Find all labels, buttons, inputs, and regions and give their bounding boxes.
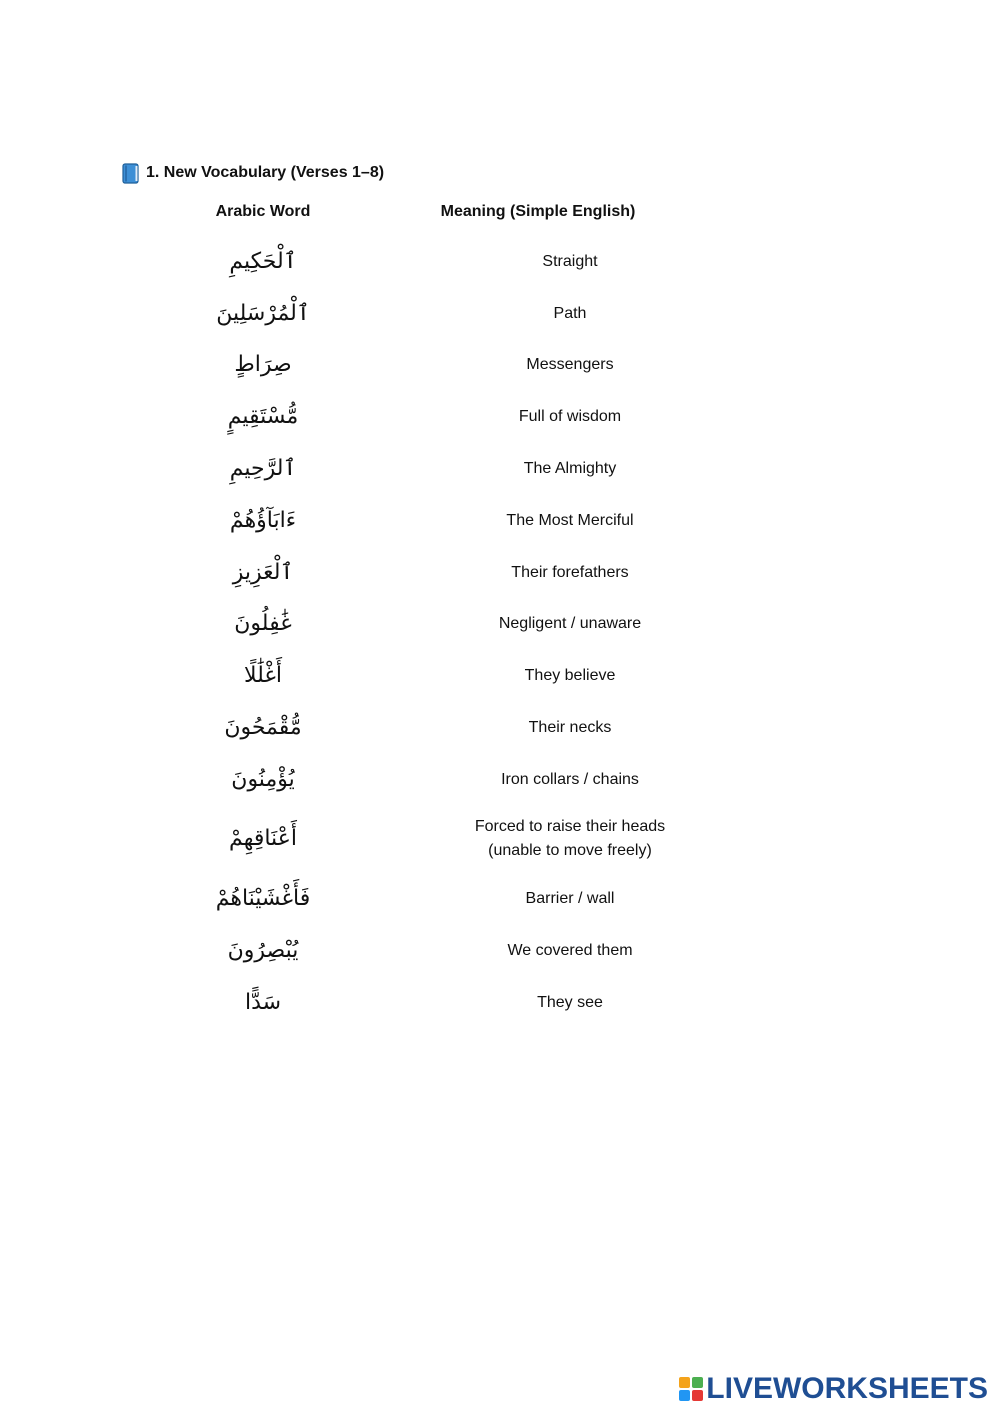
- arabic-word: ءَابَآؤُهُمْ: [229, 508, 297, 533]
- vocab-row: [150, 875, 710, 923]
- vocab-row: [150, 445, 710, 493]
- meaning-text: [440, 811, 700, 867]
- section-heading: [122, 161, 384, 185]
- arabic-word: ٱلرَّحِيمِ: [229, 456, 297, 481]
- vocab-row: [150, 549, 710, 597]
- vocab-row: [150, 979, 710, 1027]
- meaning-text: Barrier / wall: [525, 890, 615, 907]
- vocab-row: [150, 497, 710, 545]
- liveworksheets-mark-icon: [679, 1377, 703, 1401]
- arabic-word: ٱلْحَكِيمِ: [229, 249, 297, 274]
- arabic-word: غَٰفِلُونَ: [234, 611, 292, 636]
- vocab-row: [150, 600, 710, 648]
- meaning-line: Forced to raise their heads: [474, 818, 666, 835]
- arabic-word: يُؤْمِنُونَ: [231, 767, 295, 792]
- meaning-text: Iron collars / chains: [501, 771, 639, 788]
- meaning-text: Straight: [542, 253, 598, 270]
- meaning-text: They believe: [524, 667, 616, 684]
- arabic-word: صِرَاطٍ: [234, 352, 292, 377]
- arabic-word: فَأَغْشَيْنَاهُمْ: [215, 886, 311, 911]
- meaning-text: The Most Merciful: [506, 512, 634, 529]
- meaning-text: Full of wisdom: [518, 408, 622, 425]
- column-header-meaning: Meaning (Simple English): [440, 203, 636, 220]
- vocab-row: [150, 927, 710, 975]
- logo-square: [692, 1377, 703, 1388]
- arabic-word: مُّسْتَقِيمٍ: [227, 404, 299, 429]
- logo-square: [692, 1390, 703, 1401]
- arabic-word: أَعْنَاقِهِمْ: [229, 826, 297, 851]
- vocab-row: [150, 393, 710, 441]
- vocab-row: [150, 704, 710, 752]
- arabic-word: ٱلْعَزِيزِ: [232, 560, 294, 585]
- vocab-row: [150, 811, 710, 867]
- meaning-text: Their necks: [528, 719, 612, 736]
- meaning-text: Messengers: [526, 356, 614, 373]
- logo-square: [679, 1390, 690, 1401]
- vocab-row: [150, 652, 710, 700]
- section-title: 1. New Vocabulary (Verses 1–8): [146, 164, 385, 181]
- meaning-text: Negligent / unaware: [498, 615, 642, 632]
- arabic-word: يُبْصِرُونَ: [227, 938, 299, 963]
- meaning-text: The Almighty: [523, 460, 617, 477]
- column-header-arabic: Arabic Word: [215, 203, 311, 220]
- arabic-word: مُّقْمَحُونَ: [224, 715, 302, 740]
- brand-name: LIVEWORKSHEETS: [706, 1372, 988, 1405]
- meaning-text: Their forefathers: [511, 564, 629, 581]
- vocab-row: [150, 290, 710, 338]
- vocab-row: [150, 756, 710, 804]
- meaning-line: (unable to move freely): [488, 842, 652, 859]
- liveworksheets-logo: [679, 1374, 988, 1404]
- meaning-text: They see: [537, 994, 603, 1011]
- meaning-text: We covered them: [507, 942, 633, 959]
- logo-square: [679, 1377, 690, 1388]
- vocab-row: [150, 341, 710, 389]
- blue-book-icon: [122, 163, 140, 184]
- arabic-word: سَدًّا: [244, 990, 282, 1015]
- arabic-word: أَغْلَٰلًا: [243, 663, 283, 688]
- vocab-row: [150, 238, 710, 286]
- arabic-word: ٱلْمُرْسَلِينَ: [216, 301, 310, 326]
- meaning-text: Path: [553, 305, 587, 322]
